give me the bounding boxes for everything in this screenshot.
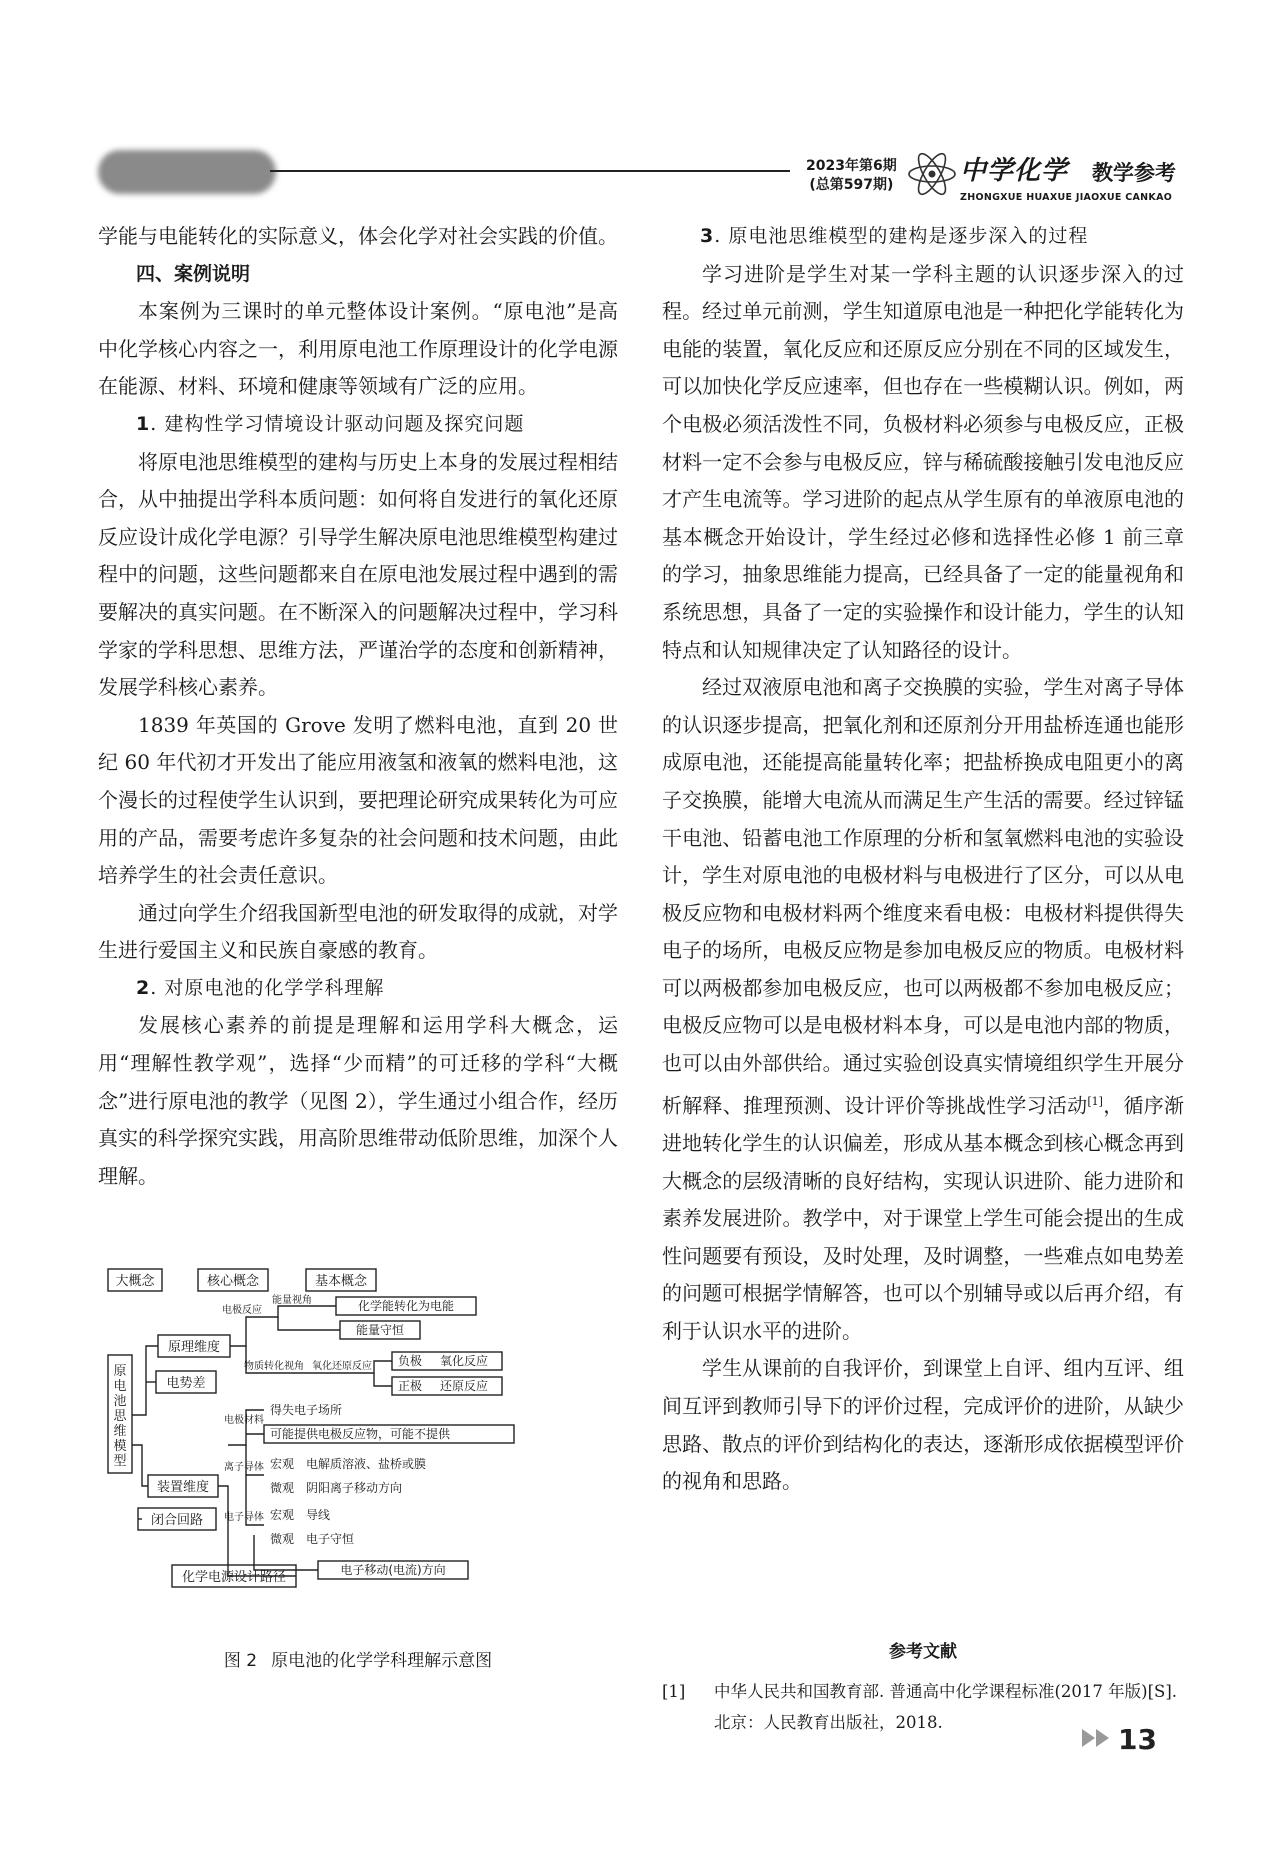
pos-reaction: 还原反应 <box>440 1379 489 1393</box>
paragraph: 本案例为三课时的单元整体设计案例。“原电池”是高中化学核心内容之一，利用原电池工作原理设计的化学电源在能源、材料、环境和健康等领域有广泛的应用。 <box>98 299 618 399</box>
section-heading: 四、案例说明 <box>136 262 251 285</box>
references-title: 参考文献 <box>889 1642 957 1662</box>
paragraph: 学生从课前的自我评价，到课堂上自评、组内互评、组间互评到教师引导下的评价过程，完成评价的进阶，从缺少思路、散点的评价到结构化的表达，逐渐形成依据模型评价的视角和思路。 <box>662 1356 1184 1494</box>
energy-view-label: 能量视角 <box>272 1295 312 1306</box>
subsection-heading <box>662 218 1184 256</box>
paragraph <box>662 669 1184 1350</box>
device-label: 装置维度 <box>156 1480 210 1495</box>
subsection-number: 1 <box>136 412 151 435</box>
neg-label: 负极 <box>398 1354 423 1368</box>
neg-reaction: 氧化反应 <box>440 1354 489 1368</box>
concept-map-figure <box>106 1265 618 1635</box>
matter-view-label: 物质转化视角 <box>244 1361 304 1372</box>
subsection-heading <box>98 970 618 1008</box>
energy-item: 化学能转化为电能 <box>357 1299 455 1313</box>
blurred-header-logo <box>98 150 276 194</box>
connector <box>132 1445 148 1486</box>
paragraph: 通过向学生介绍我国新型电池的研发取得的成就，对学生进行爱国主义和民族自豪感的教育。 <box>98 900 618 963</box>
header-label: 基本概念 <box>314 1274 368 1289</box>
subsection-number: 2 <box>136 976 151 999</box>
issue-info <box>806 157 897 195</box>
ionic-micro-text: 阴阳离子移动方向 <box>306 1481 403 1495</box>
issue-line-1: 2023年第6期 <box>806 158 897 174</box>
reference-text: 中华人民共和国教育部. 普通高中化学课程标准(2017 年版)[S]. 北京：人民教育出版社，2018. <box>714 1682 1178 1732</box>
left-column <box>98 218 618 1195</box>
circuit-label: 闭合回路 <box>150 1513 204 1528</box>
header-rule <box>270 170 790 172</box>
principle-label: 原理维度 <box>167 1340 221 1355</box>
paragraph: 发展核心素养的前提是理解和运用学科大概念，运用“理解性教学观”，选择“少而精”的可迁移的学科“大概念”进行原电池的教学（见图 2），学生通过小组合作，经历真实的科学探究实践，用高阶思维带动低阶思维，加深个人理解。 <box>98 1013 618 1188</box>
connector <box>374 1373 392 1386</box>
citation: [1] <box>1087 1094 1103 1108</box>
subsection-number: 3 <box>700 225 715 247</box>
page-number: 13 <box>1118 1723 1157 1756</box>
reference-number: [1] <box>662 1682 686 1701</box>
page-arrow-icon <box>1082 1727 1114 1749</box>
energy-item: 能量守恒 <box>355 1323 405 1337</box>
figure-caption <box>98 1646 618 1671</box>
connector <box>218 1486 296 1576</box>
ionic-macro-text: 电解质溶液、盐桥或膜 <box>306 1457 427 1471</box>
connector <box>278 1317 340 1330</box>
magazine-name-en: ZHONGXUE HUAXUE JIAOXUE CANKAO <box>960 192 1173 203</box>
material-item: 得失电子场所 <box>270 1403 343 1417</box>
connector <box>132 1346 158 1415</box>
subsection-heading <box>98 406 618 444</box>
electronic-label: 电子导体 <box>224 1512 264 1523</box>
paragraph: 1839 年英国的 Grove 发明了燃料电池，直到 20 世纪 60 年代初才开发出了能应用液氢和液氧的燃料电池，这个漫长的过程使学生认识到，要把理论研究成果转化为可应用的产品，需要考虑许多复杂的社会问题和技术问题，由此培养学生的社会责任意识。 <box>98 712 618 888</box>
atom-logo-icon <box>906 148 958 200</box>
subsection-title: . 建构性学习情境设计驱动问题及探究问题 <box>150 412 525 435</box>
pos-label: 正极 <box>398 1379 423 1393</box>
header-label: 大概念 <box>115 1274 155 1289</box>
material-label: 电极材料 <box>224 1415 264 1426</box>
issue-line-2: (总第597期) <box>809 177 894 193</box>
paragraph: 学习进阶是学生对某一学科主题的认识逐步深入的过程。经过单元前测，学生知道原电池是一种把化学能转化为电能的装置，氧化反应和还原反应分别在不同的区域发生，可以加快化学反应速率，但也存在一些模糊认识。例如，两个电极必须活泼性不同，负极材料必须参与电极反应，正极材料一定不会参与电极反应，锌与稀硫酸接触引发电池反应才产生电流等。学习进阶的起点从学生原有的单液原电池的基本概念开始设计，学生经过必修和选择性必修 1 前三章的学习，抽象思维能力提高，已经具备了一定的能量视角和系统思想，具备了一定的实验操作和设计能力，学生的认知特点和认知规律决定了认知路径的设计。 <box>662 261 1184 662</box>
electronic-macro-label: 宏观 <box>270 1508 295 1522</box>
paragraph: 将原电池思维模型的建构与历史上本身的发展过程相结合，从中抽提出学科本质问题：如何将自发进行的氧化还原反应设计成化学电源？引导学生解决原电池思维模型构建过程中的问题，这些问题都来自在原电池发展过程中遇到的需要解决的真实问题。在不断深入的问题解决过程中，学习科学家的学科思想、思维方法，严谨治学的态度和创新精神，发展学科核心素养。 <box>98 449 618 700</box>
magazine-name-suffix: 教学参考 <box>1092 161 1176 185</box>
design-path-label: 化学电源设计路径 <box>181 1570 287 1585</box>
right-column <box>662 218 1184 1501</box>
electronic-micro-label: 微观 <box>270 1532 295 1546</box>
redox-split-label: 氧化还原反应 <box>312 1361 372 1372</box>
material-item: 可能提供电极反应物，可能不提供 <box>270 1427 451 1441</box>
concept-map-svg <box>106 1265 618 1635</box>
root-label: 原电池思维模型 <box>113 1364 127 1469</box>
paragraph-text: ，循序渐进地转化学生的认识偏差，形成从基本概念到核心概念再到大概念的层级清晰的良好结构，实现认识进阶、能力进阶和素养发展进阶。教学中，对于课堂上学生可能会提出的生成性问题要有预设，及时处理，及时调整，一些难点如电势差的问题可根据学情解答，也可以个别辅导或以后再介绍，有利于认识水平的进阶。 <box>662 1093 1185 1343</box>
electronic-macro-text: 导线 <box>306 1508 331 1522</box>
figure-caption-label: 图 2 <box>223 1651 258 1671</box>
ionic-macro-label: 宏观 <box>270 1457 295 1471</box>
ionic-label: 离子导体 <box>224 1462 264 1473</box>
paragraph: 学能与电能转化的实际意义，体会化学对社会实践的价值。 <box>98 224 618 248</box>
header-label: 核心概念 <box>206 1274 260 1289</box>
electrode-reaction-label: 电极反应 <box>222 1305 262 1316</box>
figure-caption-text: 原电池的化学学科理解示意图 <box>271 1651 493 1671</box>
subsection-title: . 原电池思维模型的建构是逐步深入的过程 <box>714 225 1089 247</box>
electronic-micro-text: 电子守恒 <box>306 1532 355 1546</box>
flow-label: 电子移动(电流)方向 <box>340 1563 446 1577</box>
magazine-name: 中学化学 <box>960 156 1069 186</box>
potential-label: 电势差 <box>166 1376 206 1391</box>
ionic-micro-label: 微观 <box>270 1481 295 1495</box>
paragraph-text: 经过双液原电池和离子交换膜的实验，学生对离子导体的认识逐步提高，把氧化剂和还原剂分开用盐桥连通也能形成原电池，还能提高能量转化率；把盐桥换成电阻更小的离子交换膜，能增大电流从而满足生产生活的需要。经过锌锰干电池、铅蓄电池工作原理的分析和氢氧燃料电池的实验设计，学生对原电池的电极材料与电极进行了区分，可以从电极反应物和电极材料两个维度来看电极：电极材料提供得失电子的场所，电极反应物是参加电极反应的物质。电极材料可以两极都参加电极反应，也可以两极都不参加电极反应；电极反应物可以是电极材料本身，可以是电池内部的物质，也可以由外部供给。通过实验创设真实情境组织学生开展分析解释、推理预测、设计评价等挑战性学习活动 <box>662 675 1184 1118</box>
subsection-title: . 对原电池的化学学科理解 <box>150 976 385 999</box>
